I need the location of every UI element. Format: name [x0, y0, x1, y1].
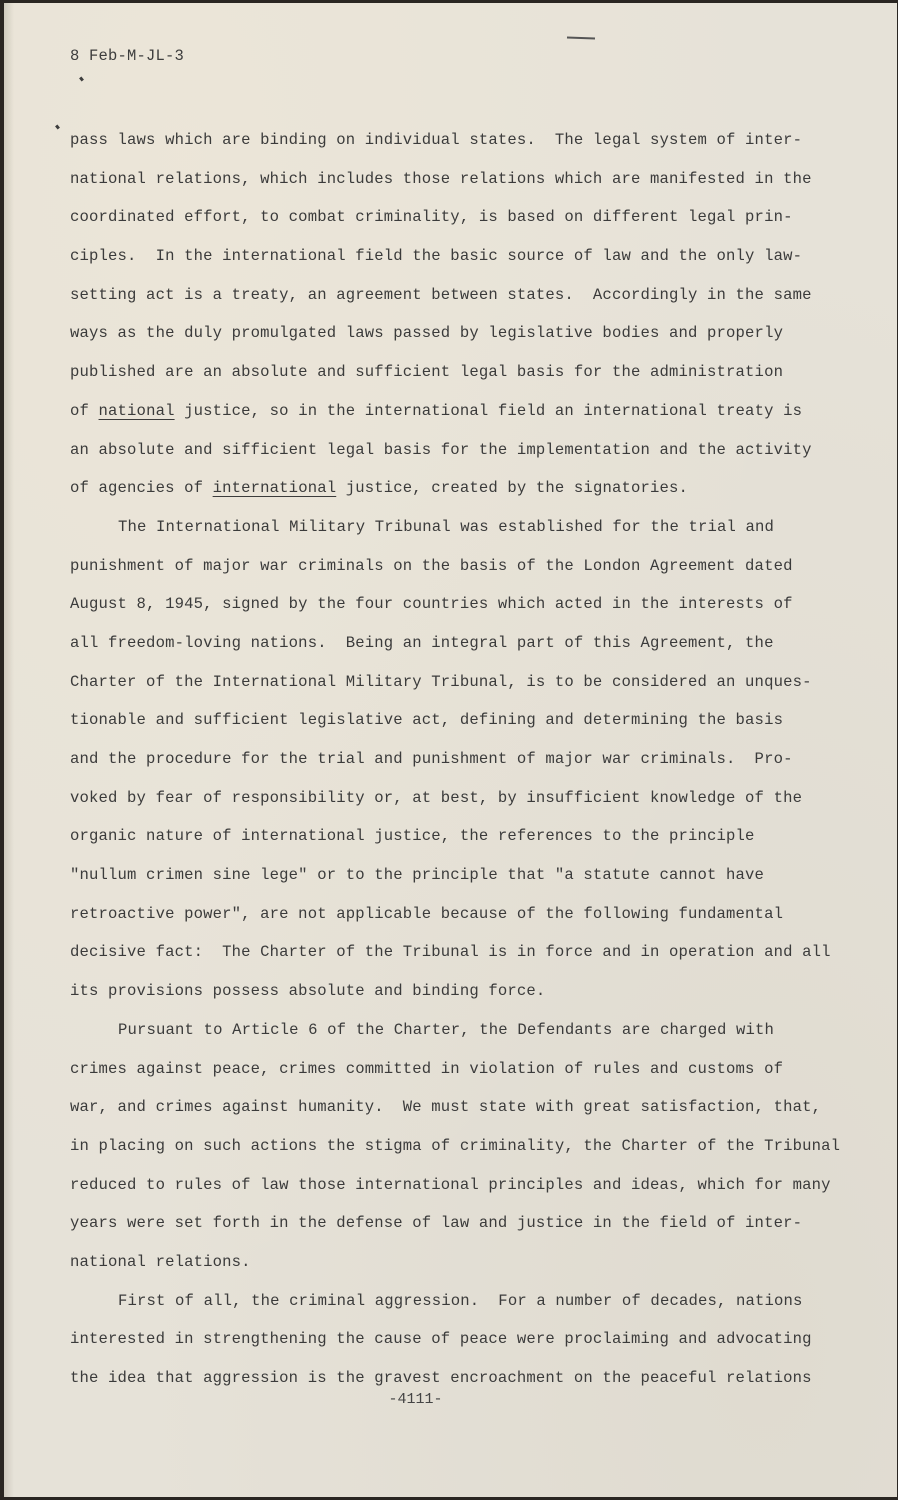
text-line	[70, 198, 860, 237]
text-run: interested in strengthening the cause of peace were proclaiming and advocating	[70, 1330, 812, 1349]
text-line	[70, 972, 860, 1011]
text-line	[70, 740, 860, 779]
text-line	[70, 585, 860, 624]
text-line	[70, 701, 860, 740]
text-line	[70, 1127, 860, 1166]
text-run: First of all, the criminal aggression. For a number of decades, nations	[118, 1291, 803, 1310]
text-run: Pursuant to Article 6 of the Charter, the Defendants are charged with	[118, 1020, 775, 1039]
text-run: ways as the duly promulgated laws passed by legislative bodies and properly	[70, 324, 784, 343]
text-line	[70, 1088, 860, 1127]
text-line	[70, 508, 860, 547]
text-run: its provisions possess absolute and binding force.	[70, 982, 546, 1001]
text-line	[70, 817, 860, 856]
text-line	[70, 469, 860, 508]
text-line	[70, 1050, 860, 1089]
underlined-word: national	[98, 401, 175, 420]
paragraph	[70, 1282, 860, 1398]
text-run: August 8, 1945, signed by the four countries which acted in the interests of	[70, 595, 793, 614]
text-line	[70, 624, 860, 663]
text-run: Charter of the International Military Tribunal, is to be considered an unques-	[70, 672, 812, 691]
text-run: tionable and sufficient legislative act, defining and determining the basis	[70, 711, 784, 730]
text-line	[70, 856, 860, 895]
text-line	[70, 353, 860, 392]
text-run: published are an absolute and sufficient legal basis for the administration	[70, 363, 784, 382]
text-line	[70, 160, 860, 199]
text-run: retroactive power", are not applicable because of the following fundamental	[70, 904, 784, 923]
text-line	[70, 933, 860, 972]
text-run: setting act is a treaty, an agreement between states. Accordingly in the same	[70, 285, 812, 304]
text-line	[70, 431, 860, 470]
text-line	[70, 779, 860, 818]
text-line	[70, 314, 860, 353]
text-run: of	[70, 401, 99, 420]
document-reference: 8 Feb-M-JL-3	[70, 47, 185, 65]
text-line	[70, 1282, 860, 1321]
paragraph	[70, 1011, 860, 1282]
text-line	[70, 1243, 860, 1282]
text-line	[70, 1011, 860, 1050]
text-run: organic nature of international justice, the references to the principle	[70, 827, 755, 846]
text-run: an absolute and sifficient legal basis for the implementation and the activity	[70, 440, 812, 459]
page-number: -4111-	[388, 1391, 443, 1408]
text-line	[70, 121, 860, 160]
text-run: ciples. In the international field the basic source of law and the only law-	[70, 247, 803, 266]
text-line	[70, 1166, 860, 1205]
text-run: years were set forth in the defense of law and justice in the field of inter-	[70, 1214, 803, 1233]
text-run: pass laws which are binding on individual states. The legal system of inter-	[70, 131, 803, 149]
text-line	[70, 895, 860, 934]
pen-mark	[55, 125, 60, 130]
paragraph	[70, 121, 860, 508]
text-line	[70, 663, 860, 702]
text-line	[70, 276, 860, 315]
text-run: national relations, which includes those relations which are manifested in the	[70, 169, 812, 188]
document-body	[70, 121, 860, 1398]
text-line	[70, 237, 860, 276]
text-line	[70, 392, 860, 431]
text-run: coordinated effort, to combat criminality, is based on different legal prin-	[70, 208, 793, 227]
text-run: decisive fact: The Charter of the Tribunal is in force and in operation and all	[70, 943, 831, 962]
pen-mark	[567, 37, 595, 39]
paragraph	[70, 508, 860, 1011]
text-run: The International Military Tribunal was established for the trial and	[118, 517, 775, 536]
text-run: national relations.	[70, 1252, 251, 1271]
text-run: reduced to rules of law those international principles and ideas, which for many	[70, 1175, 831, 1194]
text-run: punishment of major war criminals on the basis of the London Agreement dated	[70, 556, 793, 575]
text-run: crimes against peace, crimes committed in violation of rules and customs of	[70, 1059, 784, 1078]
pen-mark	[79, 77, 84, 82]
text-run: "nullum crimen sine lege" or to the principle that "a statute cannot have	[70, 866, 765, 885]
text-run: all freedom-loving nations. Being an integral part of this Agreement, the	[70, 633, 774, 652]
text-run: voked by fear of responsibility or, at best, by insufficient knowledge of the	[70, 788, 803, 807]
text-run: the idea that aggression is the gravest encroachment on the peaceful relations	[70, 1369, 812, 1387]
text-run: of agencies of	[70, 479, 213, 498]
page-edge-shadow	[4, 3, 14, 1497]
text-run: justice, so in the international field an international treaty is	[174, 401, 803, 420]
text-run: justice, created by the signatories.	[336, 479, 689, 498]
text-line	[70, 547, 860, 586]
text-run: war, and crimes against humanity. We must state with great satisfaction, that,	[70, 1098, 822, 1117]
text-line	[70, 1320, 860, 1359]
text-line	[70, 1204, 860, 1243]
text-run: and the procedure for the trial and punishment of major war criminals. Pro-	[70, 750, 793, 768]
text-run: in placing on such actions the stigma of criminality, the Charter of the Tribunal	[70, 1136, 841, 1155]
document-page	[4, 3, 897, 1497]
underlined-word: international	[212, 479, 337, 498]
